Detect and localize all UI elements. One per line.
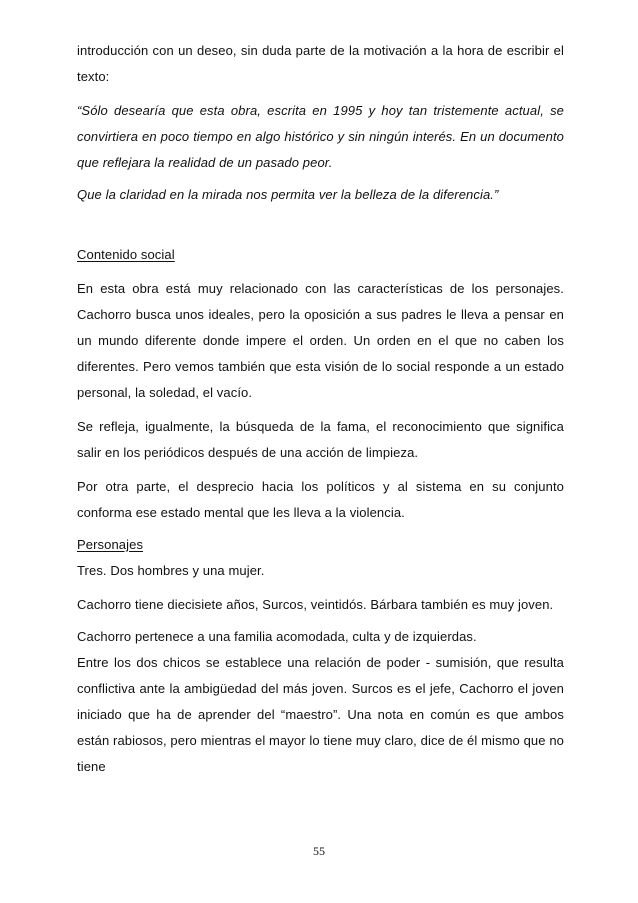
personajes-paragraph-3: Cachorro pertenece a una familia acomodada, culta y de izquierdas. <box>77 629 477 644</box>
quote-paragraph-closing: Que la claridad en la mirada nos permita ver la belleza de la diferencia.” <box>77 187 499 202</box>
quote-paragraph: “Sólo desearía que esta obra, escrita en 1995 y hoy tan tristemente actual, se convirtiera en poco tiempo en algo histórico y sin ningún interés. En un documento que reflejara la realidad de un pasado peor. <box>77 103 564 170</box>
personajes-paragraph-1: Tres. Dos hombres y una mujer. <box>77 563 265 578</box>
social-paragraph-1: En esta obra está muy relacionado con las características de los personajes. Cachorro busca unos ideales, pero la oposición a sus padres le lleva a pensar en un mundo diferente donde impere el orden. Un orden en el que no caben los diferentes. Pero vemos también que esta visión de lo social responde a un estado personal, la soledad, el vacío. <box>77 281 564 400</box>
intro-paragraph: introducción con un deseo, sin duda parte de la motivación a la hora de escribir el texto: <box>77 43 564 84</box>
section-heading-personajes: Personajes <box>77 537 144 552</box>
personajes-paragraph-2: Cachorro tiene diecisiete años, Surcos, veintidós. Bárbara también es muy joven. <box>77 597 554 612</box>
social-paragraph-3: Por otra parte, el desprecio hacia los políticos y al sistema en su conjunto conforma ese estado mental que les lleva a la violencia. <box>77 479 564 520</box>
personajes-paragraph-4: Entre los dos chicos se establece una relación de poder - sumisión, que resulta conflictiva ante la ambigüedad del más joven. Surcos es el jefe, Cachorro el joven iniciado que ha de aprender del “maestro”. Una nota en común es que ambos están rabiosos, pero mientras el mayor lo tiene muy claro, dice de él mismo que no tiene <box>77 655 564 774</box>
section-heading-contenido-social: Contenido social <box>77 247 175 262</box>
text-body <box>77 38 564 780</box>
page-number: 55 <box>313 844 325 858</box>
social-paragraph-2: Se refleja, igualmente, la búsqueda de la fama, el reconocimiento que significa salir en los periódicos después de una acción de limpieza. <box>77 419 564 460</box>
